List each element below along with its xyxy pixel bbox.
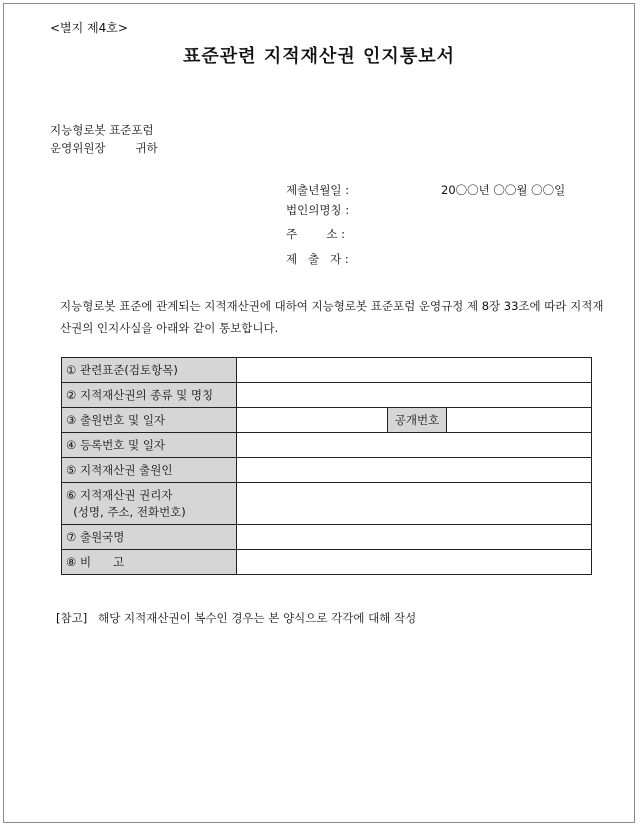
- corporation-name-label: 법인의명칭 :: [286, 203, 350, 217]
- publication-number-label: 공개번호: [388, 408, 447, 433]
- table-row: [62, 550, 592, 575]
- row-label-line2: (성명, 주소, 전화번호): [66, 504, 186, 519]
- recipient-honorific: 귀하: [135, 141, 158, 155]
- recipient-line: [50, 140, 158, 156]
- row-label: ⑧ 비 고: [62, 550, 237, 575]
- submission-date-value: 20〇〇년 〇〇월 〇〇일: [441, 183, 566, 197]
- form-number: <별지 제4호>: [50, 21, 128, 35]
- table-row: [62, 433, 592, 458]
- table-row: [62, 525, 592, 550]
- row-label-line1: ⑥ 지적재산권 권리자: [66, 487, 173, 502]
- publication-number-field[interactable]: [447, 408, 592, 433]
- value-field[interactable]: [237, 525, 592, 550]
- form-page: [3, 3, 635, 823]
- row-label: ② 지적재산권의 종류 및 명칭: [62, 383, 237, 408]
- table-row: [62, 458, 592, 483]
- value-field[interactable]: [237, 383, 592, 408]
- table-row: [62, 383, 592, 408]
- recipient-org: 지능형로봇 표준포럼: [50, 123, 154, 137]
- reference-note: [참고] 해당 지적재산권이 복수인 경우는 본 양식으로 각각에 대해 작성: [56, 611, 417, 625]
- recipient-title: 운영위원장: [50, 141, 106, 155]
- patent-info-table: [61, 357, 592, 575]
- row-label: ③ 출원번호 및 일자: [62, 408, 237, 433]
- value-field[interactable]: [237, 550, 592, 575]
- value-field[interactable]: [237, 408, 388, 433]
- body-paragraph: 지능형로봇 표준에 관계되는 지적재산권에 대하여 지능형로봇 표준포럼 운영규정 제 8장 33조에 따라 지적재산권의 인지사실을 아래와 같이 통보합니다.: [60, 299, 604, 335]
- row-label: ④ 등록번호 및 일자: [62, 433, 237, 458]
- row-label: ⑦ 출원국명: [62, 525, 237, 550]
- table-row: [62, 483, 592, 525]
- value-field[interactable]: [237, 458, 592, 483]
- value-field[interactable]: [237, 433, 592, 458]
- table-row: [62, 358, 592, 383]
- address-label: 주 소 :: [286, 227, 345, 241]
- document-title: 표준관련 지적재산권 인지통보서: [183, 46, 455, 67]
- submitter-label: 제 출 자 :: [286, 252, 349, 266]
- row-label: [62, 483, 237, 525]
- row-label: ⑤ 지적재산권 출원인: [62, 458, 237, 483]
- value-field[interactable]: [237, 483, 592, 525]
- submission-date-label: 제출년월일 :: [286, 183, 350, 197]
- row-label: ① 관련표준(검토항목): [62, 358, 237, 383]
- value-field[interactable]: [237, 358, 592, 383]
- table-row: [62, 408, 592, 433]
